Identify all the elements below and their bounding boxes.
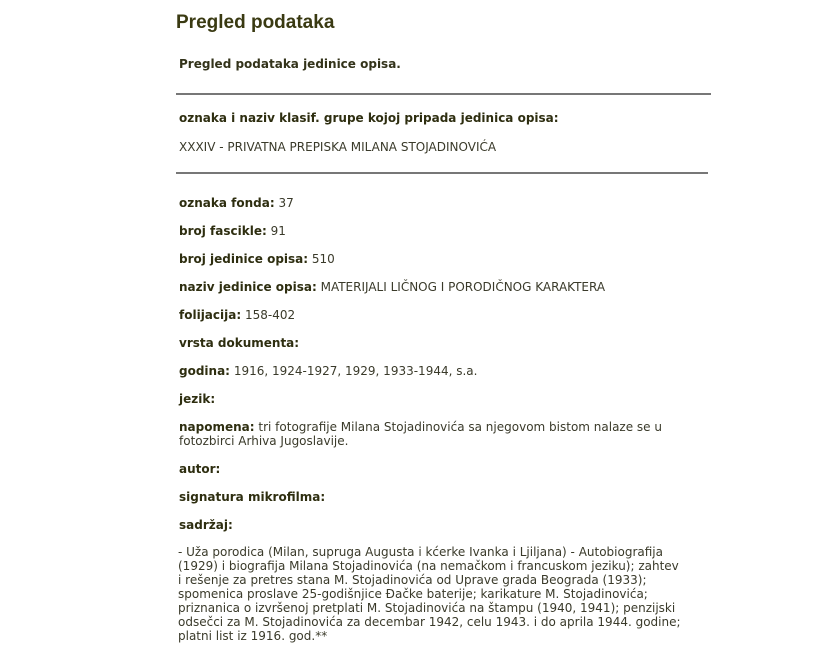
field-godina: godina: 1916, 1924-1927, 1929, 1933-1944, s.a. — [179, 364, 478, 378]
field-oznaka-fonda: oznaka fonda: 37 — [179, 196, 294, 210]
field-jezik: jezik: — [179, 392, 216, 406]
content-line: - Uža porodica (Milan, supruga Augusta i kćerke Ivanka i Ljiljana) - Autobiografija — [178, 545, 663, 559]
field-napomena: napomena: tri fotografije Milana Stojadinovića sa njegovom bistom nalaze se u fotozbirci Arhiva Jugoslavije. — [179, 420, 662, 448]
classification-value: XXXIV - PRIVATNA PREPISKA MILANA STOJADINOVIĆA — [179, 140, 497, 154]
content-line: spomenica proslave 25-godišnjice Đačke baterije; karikature M. Stojadinovića; — [178, 587, 648, 601]
content-line: i rešenje za pretres stana M. Stojadinovića od Uprave grada Beograda (1933); — [178, 573, 647, 587]
field-autor: autor: — [179, 462, 221, 476]
classification-label: oznaka i naziv klasif. grupe kojoj pripada jedinica opisa: — [179, 111, 559, 125]
page-subtitle: Pregled podataka jedinice opisa. — [179, 57, 401, 71]
field-vrsta-dokumenta: vrsta dokumenta: — [179, 336, 300, 350]
content-line: (1929) i biografija Milana Stojadinovića (na nemačkom i francuskom jeziku); zahtev — [178, 559, 679, 573]
content-line: platni list iz 1916. god.** — [178, 629, 328, 643]
field-naziv-jedinice: naziv jedinice opisa: MATERIJALI LIČNOG I PORODIČNOG KARAKTERA — [179, 280, 606, 294]
content-line: priznanica o izvršenoj pretplati M. Stojadinovića na štampu (1940, 1941); penzijski — [178, 601, 676, 615]
field-sadrzaj: sadržaj: — [179, 518, 233, 532]
field-folijacija: folijacija: 158-402 — [179, 308, 296, 322]
field-broj-jedinice: broj jedinice opisa: 510 — [179, 252, 335, 266]
content-text — [178, 545, 713, 643]
field-signatura-mikrofilma: signatura mikrofilma: — [179, 490, 326, 504]
divider-top — [176, 93, 711, 95]
divider-bottom — [176, 172, 708, 174]
page-title: Pregled podataka — [176, 12, 335, 33]
field-broj-fascikle: broj fascikle: 91 — [179, 224, 286, 238]
content-line: odsečci za M. Stojadinovića za decembar 1942, celu 1943. i do aprila 1944. godine; — [178, 615, 681, 629]
